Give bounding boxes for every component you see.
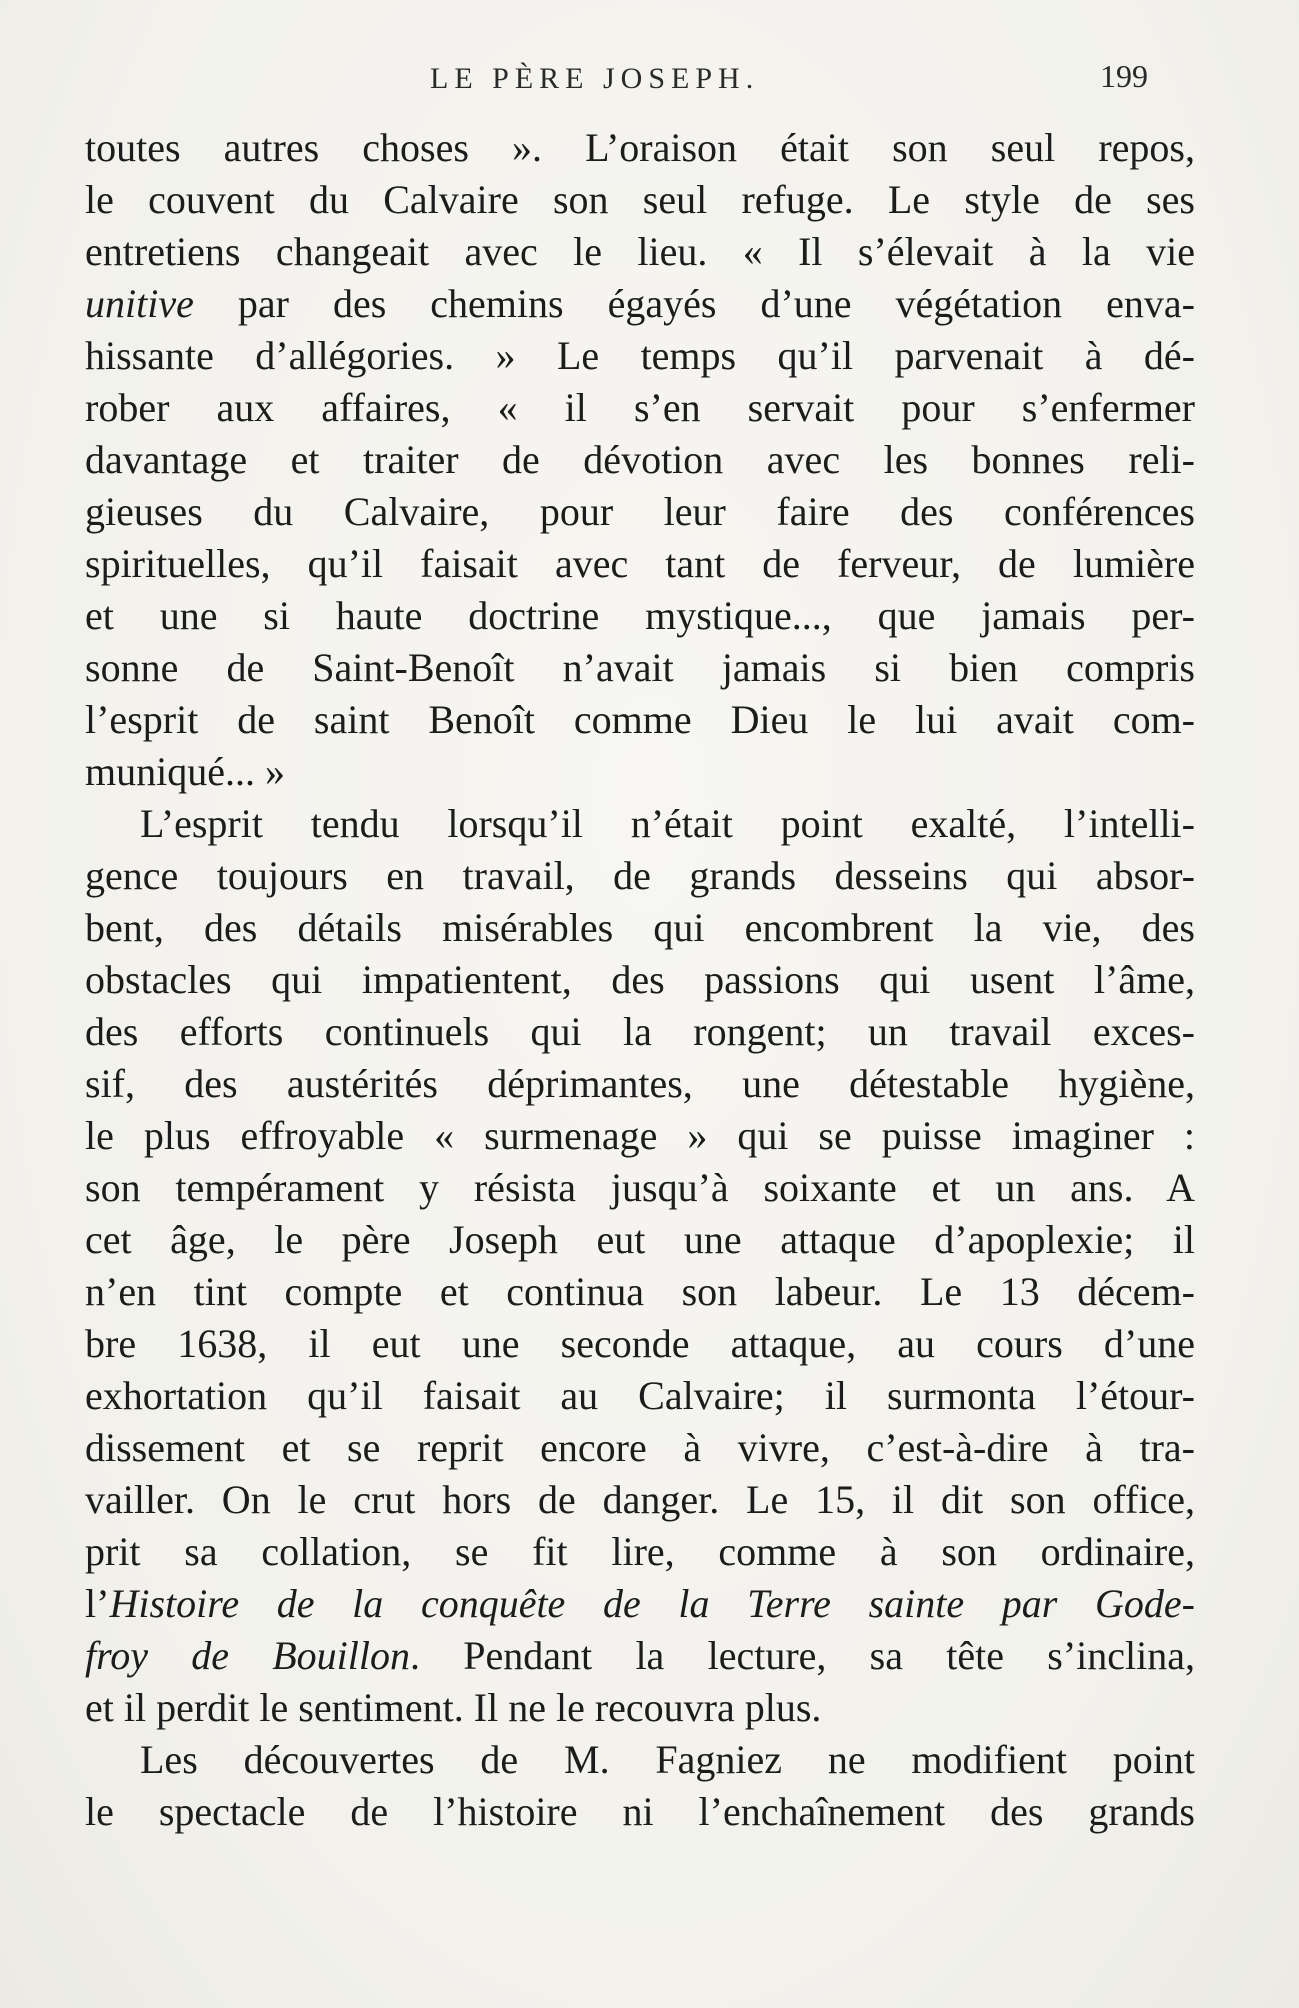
text-line: davantage et traiter de dévotion avec les bonnes reli- bbox=[85, 437, 1195, 482]
text-line: obstacles qui impatientent, des passions qui usent l’âme, bbox=[85, 957, 1195, 1002]
text-line: hissante d’allégories. » Le temps qu’il parvenait à dé- bbox=[85, 333, 1195, 378]
running-title: LE PÈRE JOSEPH. bbox=[430, 62, 760, 95]
text-line: muniqué... » bbox=[85, 749, 285, 794]
text-line: le plus effroyable « surmenage » qui se puisse imaginer : bbox=[85, 1113, 1195, 1158]
text-line: exhortation qu’il faisait au Calvaire; il surmonta l’étour- bbox=[85, 1373, 1195, 1418]
text-line: sonne de Saint-Benoît n’avait jamais si bien compris bbox=[85, 645, 1195, 690]
text-line: cet âge, le père Joseph eut une attaque d’apoplexie; il bbox=[85, 1217, 1195, 1262]
body-text bbox=[85, 122, 1195, 1838]
text-line: toutes autres choses ». L’oraison était son seul repos, bbox=[85, 125, 1195, 170]
text-line: bent, des détails misérables qui encombrent la vie, des bbox=[85, 905, 1195, 950]
text-line: et une si haute doctrine mystique..., que jamais per- bbox=[85, 593, 1195, 638]
text-line: sif, des austérités déprimantes, une détestable hygiène, bbox=[85, 1061, 1195, 1106]
text-line: le spectacle de l’histoire ni l’enchaînement des grands bbox=[85, 1789, 1195, 1834]
text-line: Les découvertes de M. Fagniez ne modifient point bbox=[140, 1737, 1195, 1782]
text-line: l’esprit de saint Benoît comme Dieu le lui avait com- bbox=[85, 697, 1195, 742]
text-line: bre 1638, il eut une seconde attaque, au cours d’une bbox=[85, 1321, 1195, 1366]
text-line: dissement et se reprit encore à vivre, c’est-à-dire à tra- bbox=[85, 1425, 1195, 1470]
text-line: son tempérament y résista jusqu’à soixante et un ans. A bbox=[85, 1165, 1195, 1210]
text-line: le couvent du Calvaire son seul refuge. Le style de ses bbox=[85, 177, 1195, 222]
text-line: entretiens changeait avec le lieu. « Il s’élevait à la vie bbox=[85, 229, 1195, 274]
text-line: n’en tint compte et continua son labeur. Le 13 décem- bbox=[85, 1269, 1195, 1314]
text-line: l’Histoire de la conquête de la Terre sainte par Gode- bbox=[85, 1581, 1195, 1626]
italic-title: froy de Bouillon bbox=[85, 1633, 411, 1678]
text-line: froy de Bouillon. Pendant la lecture, sa tête s’inclina, bbox=[85, 1633, 1195, 1678]
text-line: des efforts continuels qui la rongent; un travail exces- bbox=[85, 1009, 1195, 1054]
text-line: gieuses du Calvaire, pour leur faire des conférences bbox=[85, 489, 1195, 534]
text-line: et il perdit le sentiment. Il ne le recouvra plus. bbox=[85, 1685, 822, 1730]
text-line: rober aux affaires, « il s’en servait pour s’enfermer bbox=[85, 385, 1195, 430]
text-line: prit sa collation, se fit lire, comme à son ordinaire, bbox=[85, 1529, 1195, 1574]
text-line: vailler. On le crut hors de danger. Le 15, il dit son office, bbox=[85, 1477, 1195, 1522]
text-line: L’esprit tendu lorsqu’il n’était point exalté, l’intelli- bbox=[140, 801, 1195, 846]
text-line: unitive par des chemins égayés d’une végétation enva- bbox=[85, 281, 1195, 326]
text-line: spirituelles, qu’il faisait avec tant de ferveur, de lumière bbox=[85, 541, 1195, 586]
italic-term: unitive bbox=[85, 281, 194, 326]
page-number: 199 bbox=[1100, 58, 1148, 94]
italic-title: Histoire de la conquête de la Terre sainte par Gode- bbox=[109, 1581, 1195, 1626]
text-line: gence toujours en travail, de grands desseins qui absor- bbox=[85, 853, 1195, 898]
